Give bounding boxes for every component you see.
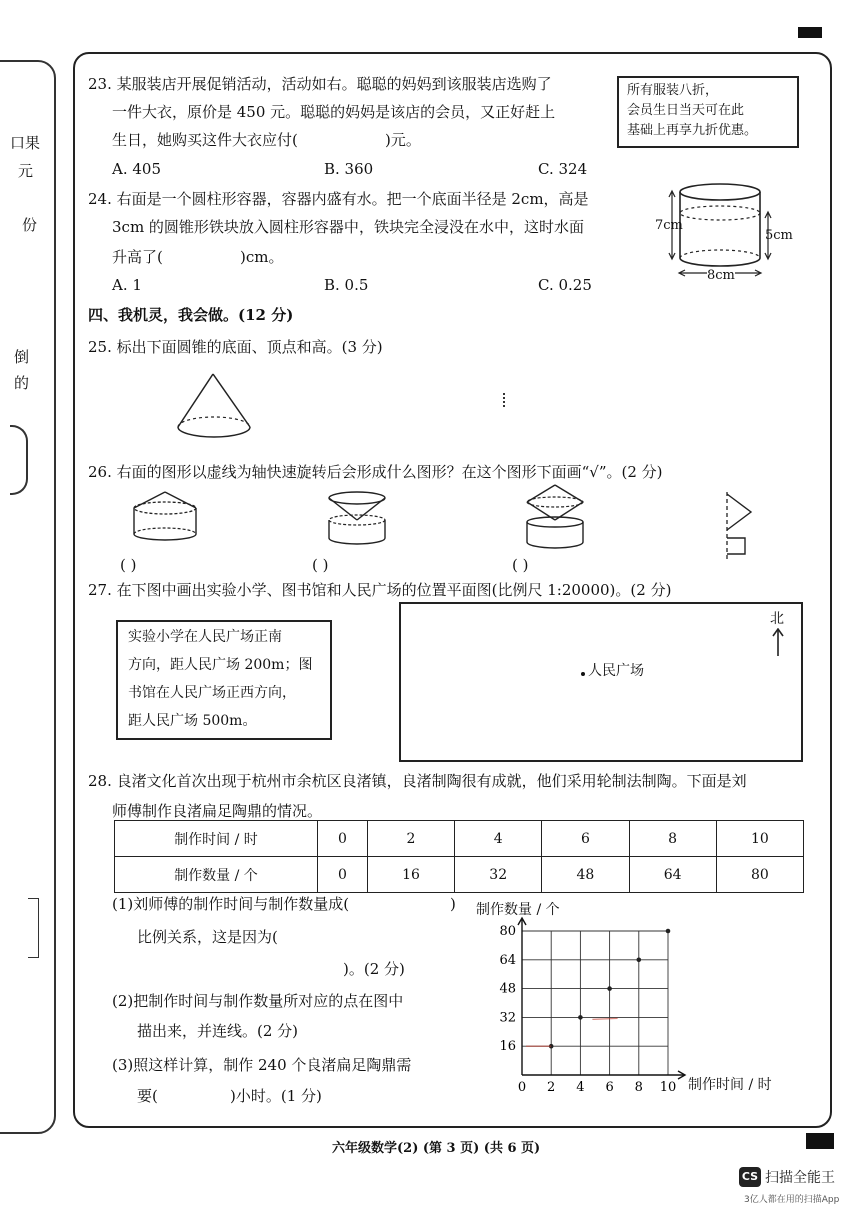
q24-option-a[interactable]: A. 1 [112, 276, 142, 294]
table-row-count [115, 857, 804, 893]
q27-info-line3: 书馆在人民广场正西方向， [128, 685, 296, 701]
y-tick-label: 64 [499, 952, 516, 968]
q28-data-table [114, 820, 804, 893]
q23-promo-line3: 基础上再享九折优惠。 [627, 123, 758, 138]
left-margin-text-4: 倒 [14, 348, 30, 366]
q27-text: 27. 在下图中画出实验小学、图书馆和人民广场的位置平面图(比例尺 1:20000)。(2 分) [88, 581, 672, 599]
q28-part3-blank[interactable] [160, 1085, 228, 1107]
x-tick-label: 8 [634, 1080, 643, 1095]
q23-line3: 生日，她购买这件大衣应付( [112, 131, 298, 149]
x-tick-label: 2 [547, 1080, 556, 1095]
table-cell: 6 [542, 821, 629, 857]
q23-line1: 23. 某服装店开展促销活动，活动如右。聪聪的妈妈到该服装店选购了 [88, 75, 552, 93]
scanner-app-title: 扫描全能王 [765, 1170, 835, 1186]
q23-option-a[interactable]: A. 405 [112, 160, 161, 178]
page-footer: 六年级数学(2) (第 3 页) (共 6 页) [332, 1141, 541, 1156]
q28-line2: 师傅制作良渚扁足陶鼎的情况。 [112, 802, 323, 820]
chart-y-axis-label: 制作数量 / 个 [476, 902, 560, 918]
corner-mark-bottom [806, 1133, 834, 1149]
table-cell: 48 [542, 857, 629, 893]
q28-part1-blank[interactable] [375, 893, 447, 915]
y-tick-label: 32 [499, 1010, 516, 1026]
scanner-app-icon: CS [739, 1167, 761, 1187]
q23-line2: 一件大衣，原价是 450 元。聪聪的妈妈是该店的会员，又正好赶上 [112, 103, 556, 121]
q28-part1-line3: )。(2 分) [343, 960, 405, 978]
x-tick-label: 6 [605, 1080, 614, 1095]
table-cell: 0 [318, 857, 368, 893]
q26-rotation-figure [715, 490, 765, 564]
chart-x-axis-label: 制作时间 / 时 [688, 1077, 772, 1093]
table-cell: 80 [716, 857, 803, 893]
data-point [666, 929, 671, 934]
north-label: 北 [770, 611, 784, 627]
q26-shape-a [130, 490, 200, 550]
q26-text: 26. 右面的图形以虚线为轴快速旋转后会形成什么图形？在这个图形下面画“√”。(2 分) [88, 463, 663, 481]
q24-line1: 24. 右面是一个圆柱形容器，容器内盛有水。把一个底面半径是 2cm，高是 [88, 190, 589, 208]
section-4-heading: 四、我机灵，我会做。(12 分) [88, 306, 294, 324]
q23-option-c[interactable]: C. 324 [538, 160, 588, 178]
q28-part1-line1-end: ) [450, 895, 456, 913]
diagram-height-label: 7cm [655, 218, 683, 233]
q26-shape-b [325, 490, 390, 550]
q23-line3-end: )元。 [385, 131, 421, 149]
proportion-chart[interactable] [490, 915, 690, 1100]
left-margin-bracket-2 [28, 898, 39, 958]
left-margin-text-5: 的 [14, 374, 30, 392]
q27-map-area[interactable] [399, 602, 803, 762]
corner-mark-top [798, 27, 822, 38]
q27-info-box [116, 620, 332, 740]
q26-blank-b[interactable]: ( ) [312, 556, 329, 574]
data-point [637, 958, 642, 963]
q27-info-line4: 距人民广场 500m。 [128, 713, 257, 729]
square-point [581, 672, 585, 676]
q28-part3-line2-end: )小时。(1 分) [230, 1087, 322, 1105]
table-cell: 64 [629, 857, 716, 893]
q28-part3-line2: 要( [137, 1087, 158, 1105]
q27-info-line2: 方向，距人民广场 200m；图 [128, 657, 313, 673]
q24-line3: 升高了( [112, 248, 163, 266]
q28-part1-line1: (1)刘师傅的制作时间与制作数量成( [112, 895, 350, 913]
q23-promo-line2: 会员生日当天可在此 [627, 103, 745, 118]
diagram-water-label: 5cm [765, 228, 793, 243]
table-cell: 10 [716, 821, 803, 857]
y-tick-label: 48 [499, 981, 516, 997]
q25-cone-drawing [170, 372, 260, 444]
q28-part1-reason-blank[interactable] [290, 926, 440, 948]
q24-option-c[interactable]: C. 0.25 [538, 276, 592, 294]
left-margin-text-1: 口果 [10, 134, 41, 152]
scan-speck [503, 393, 507, 407]
q23-promo-line1: 所有服装八折， [627, 83, 719, 98]
pencil-mark [592, 1018, 617, 1019]
table-cell: 32 [455, 857, 542, 893]
table-cell: 2 [367, 821, 454, 857]
q24-answer-blank[interactable] [175, 246, 235, 268]
data-point [578, 1015, 583, 1020]
scanner-app-subtitle: 3亿人都在用的扫描App [744, 1195, 840, 1205]
table-row-time [115, 821, 804, 857]
table-label-count: 制作数量 / 个 [115, 857, 318, 893]
q28-part2-line2: 描出来，并连线。(2 分) [137, 1022, 299, 1040]
q28-line1: 28. 良渚文化首次出现于杭州市余杭区良渚镇，良渚制陶很有成就，他们采用轮制法制陶。下面是刘 [88, 772, 747, 790]
q26-blank-c[interactable]: ( ) [512, 556, 529, 574]
table-label-time: 制作时间 / 时 [115, 821, 318, 857]
square-label: 人民广场 [588, 663, 644, 679]
table-cell: 0 [318, 821, 368, 857]
q26-shape-c [523, 482, 588, 552]
q24-line3-end: )cm。 [240, 248, 284, 266]
y-tick-label: 16 [499, 1039, 516, 1055]
q24-option-b[interactable]: B. 0.5 [324, 276, 369, 294]
table-cell: 8 [629, 821, 716, 857]
left-margin-text-3: 份 [22, 216, 38, 234]
q23-option-b[interactable]: B. 360 [324, 160, 374, 178]
q23-answer-blank[interactable] [313, 129, 383, 151]
q27-info-line1: 实验小学在人民广场正南 [128, 629, 282, 645]
q23-promo-box [617, 76, 799, 148]
x-tick-label: 0 [517, 1080, 527, 1095]
x-tick-label: 4 [576, 1080, 585, 1095]
q28-part2-line1: (2)把制作时间与制作数量所对应的点在图中 [112, 992, 404, 1010]
left-margin-text-2: 元 [18, 162, 34, 180]
table-cell: 16 [367, 857, 454, 893]
north-arrow-icon [771, 628, 785, 658]
diagram-diameter-label: 8cm [707, 268, 735, 283]
q26-blank-a[interactable]: ( ) [120, 556, 137, 574]
table-cell: 4 [455, 821, 542, 857]
data-point [607, 986, 612, 991]
q24-line2: 3cm 的圆锥形铁块放入圆柱形容器中，铁块完全浸没在水中，这时水面 [112, 218, 584, 236]
q28-part3-line1: (3)照这样计算，制作 240 个良渚扁足陶鼎需 [112, 1056, 412, 1074]
x-tick-label: 10 [659, 1080, 677, 1095]
y-tick-label: 80 [499, 924, 516, 939]
q25-text: 25. 标出下面圆锥的底面、顶点和高。(3 分) [88, 338, 383, 356]
q28-part1-line2: 比例关系，这是因为( [137, 928, 278, 946]
left-margin-bracket [10, 425, 28, 495]
